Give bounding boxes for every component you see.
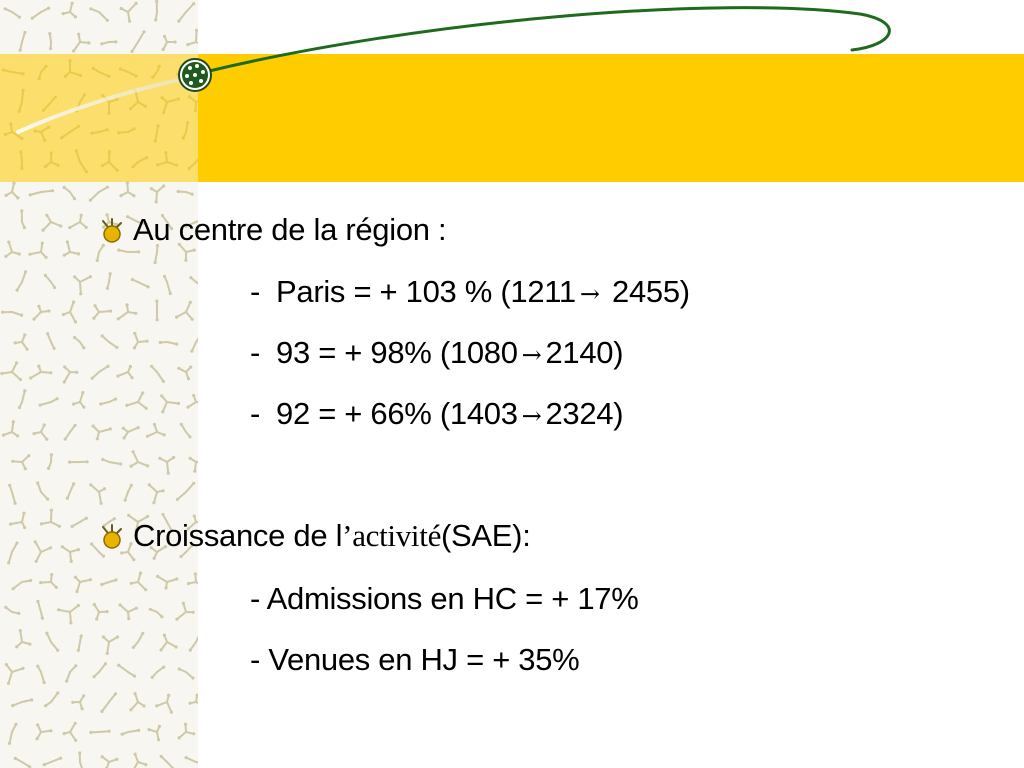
label-accent: é: [427, 518, 442, 553]
star-bullet-icon: [97, 521, 127, 551]
star-bullet-icon: [97, 215, 127, 245]
list-item-92: [250, 396, 623, 432]
item-text-end: 2324): [545, 396, 624, 431]
bullet-label: [133, 518, 531, 554]
item-text: Paris = + 103 % (1211: [276, 274, 576, 309]
label-mid: activit: [352, 518, 428, 553]
item-text: 92 = + 66% (1403: [276, 396, 518, 431]
arrow-icon: →: [521, 341, 542, 369]
list-item-admissions: [250, 581, 639, 617]
label-apostrophe: ’: [342, 518, 353, 553]
item-dash: -: [250, 274, 261, 309]
arrow-icon: →: [579, 280, 600, 308]
item-text: - Admissions en HC = + 17%: [250, 581, 639, 616]
list-item-paris: [250, 274, 690, 310]
bullet-croissance: [97, 518, 531, 554]
list-item-venues: [250, 642, 579, 678]
list-item-93: [250, 335, 623, 371]
bullet-label: Au centre de la région :: [133, 212, 447, 247]
item-text-end: 2140): [545, 335, 624, 370]
item-text-end: 2455): [612, 274, 690, 309]
arrow-icon: →: [521, 402, 542, 430]
item-dash: -: [250, 396, 261, 431]
label-start: Croissance de l: [133, 518, 343, 553]
item-text: - Venues en HJ = + 35%: [250, 642, 580, 677]
item-text: 93 = + 98% (1080: [276, 335, 518, 370]
bullet-au-centre: [97, 212, 446, 248]
item-dash: -: [250, 335, 261, 370]
label-end: (SAE):: [441, 518, 531, 553]
